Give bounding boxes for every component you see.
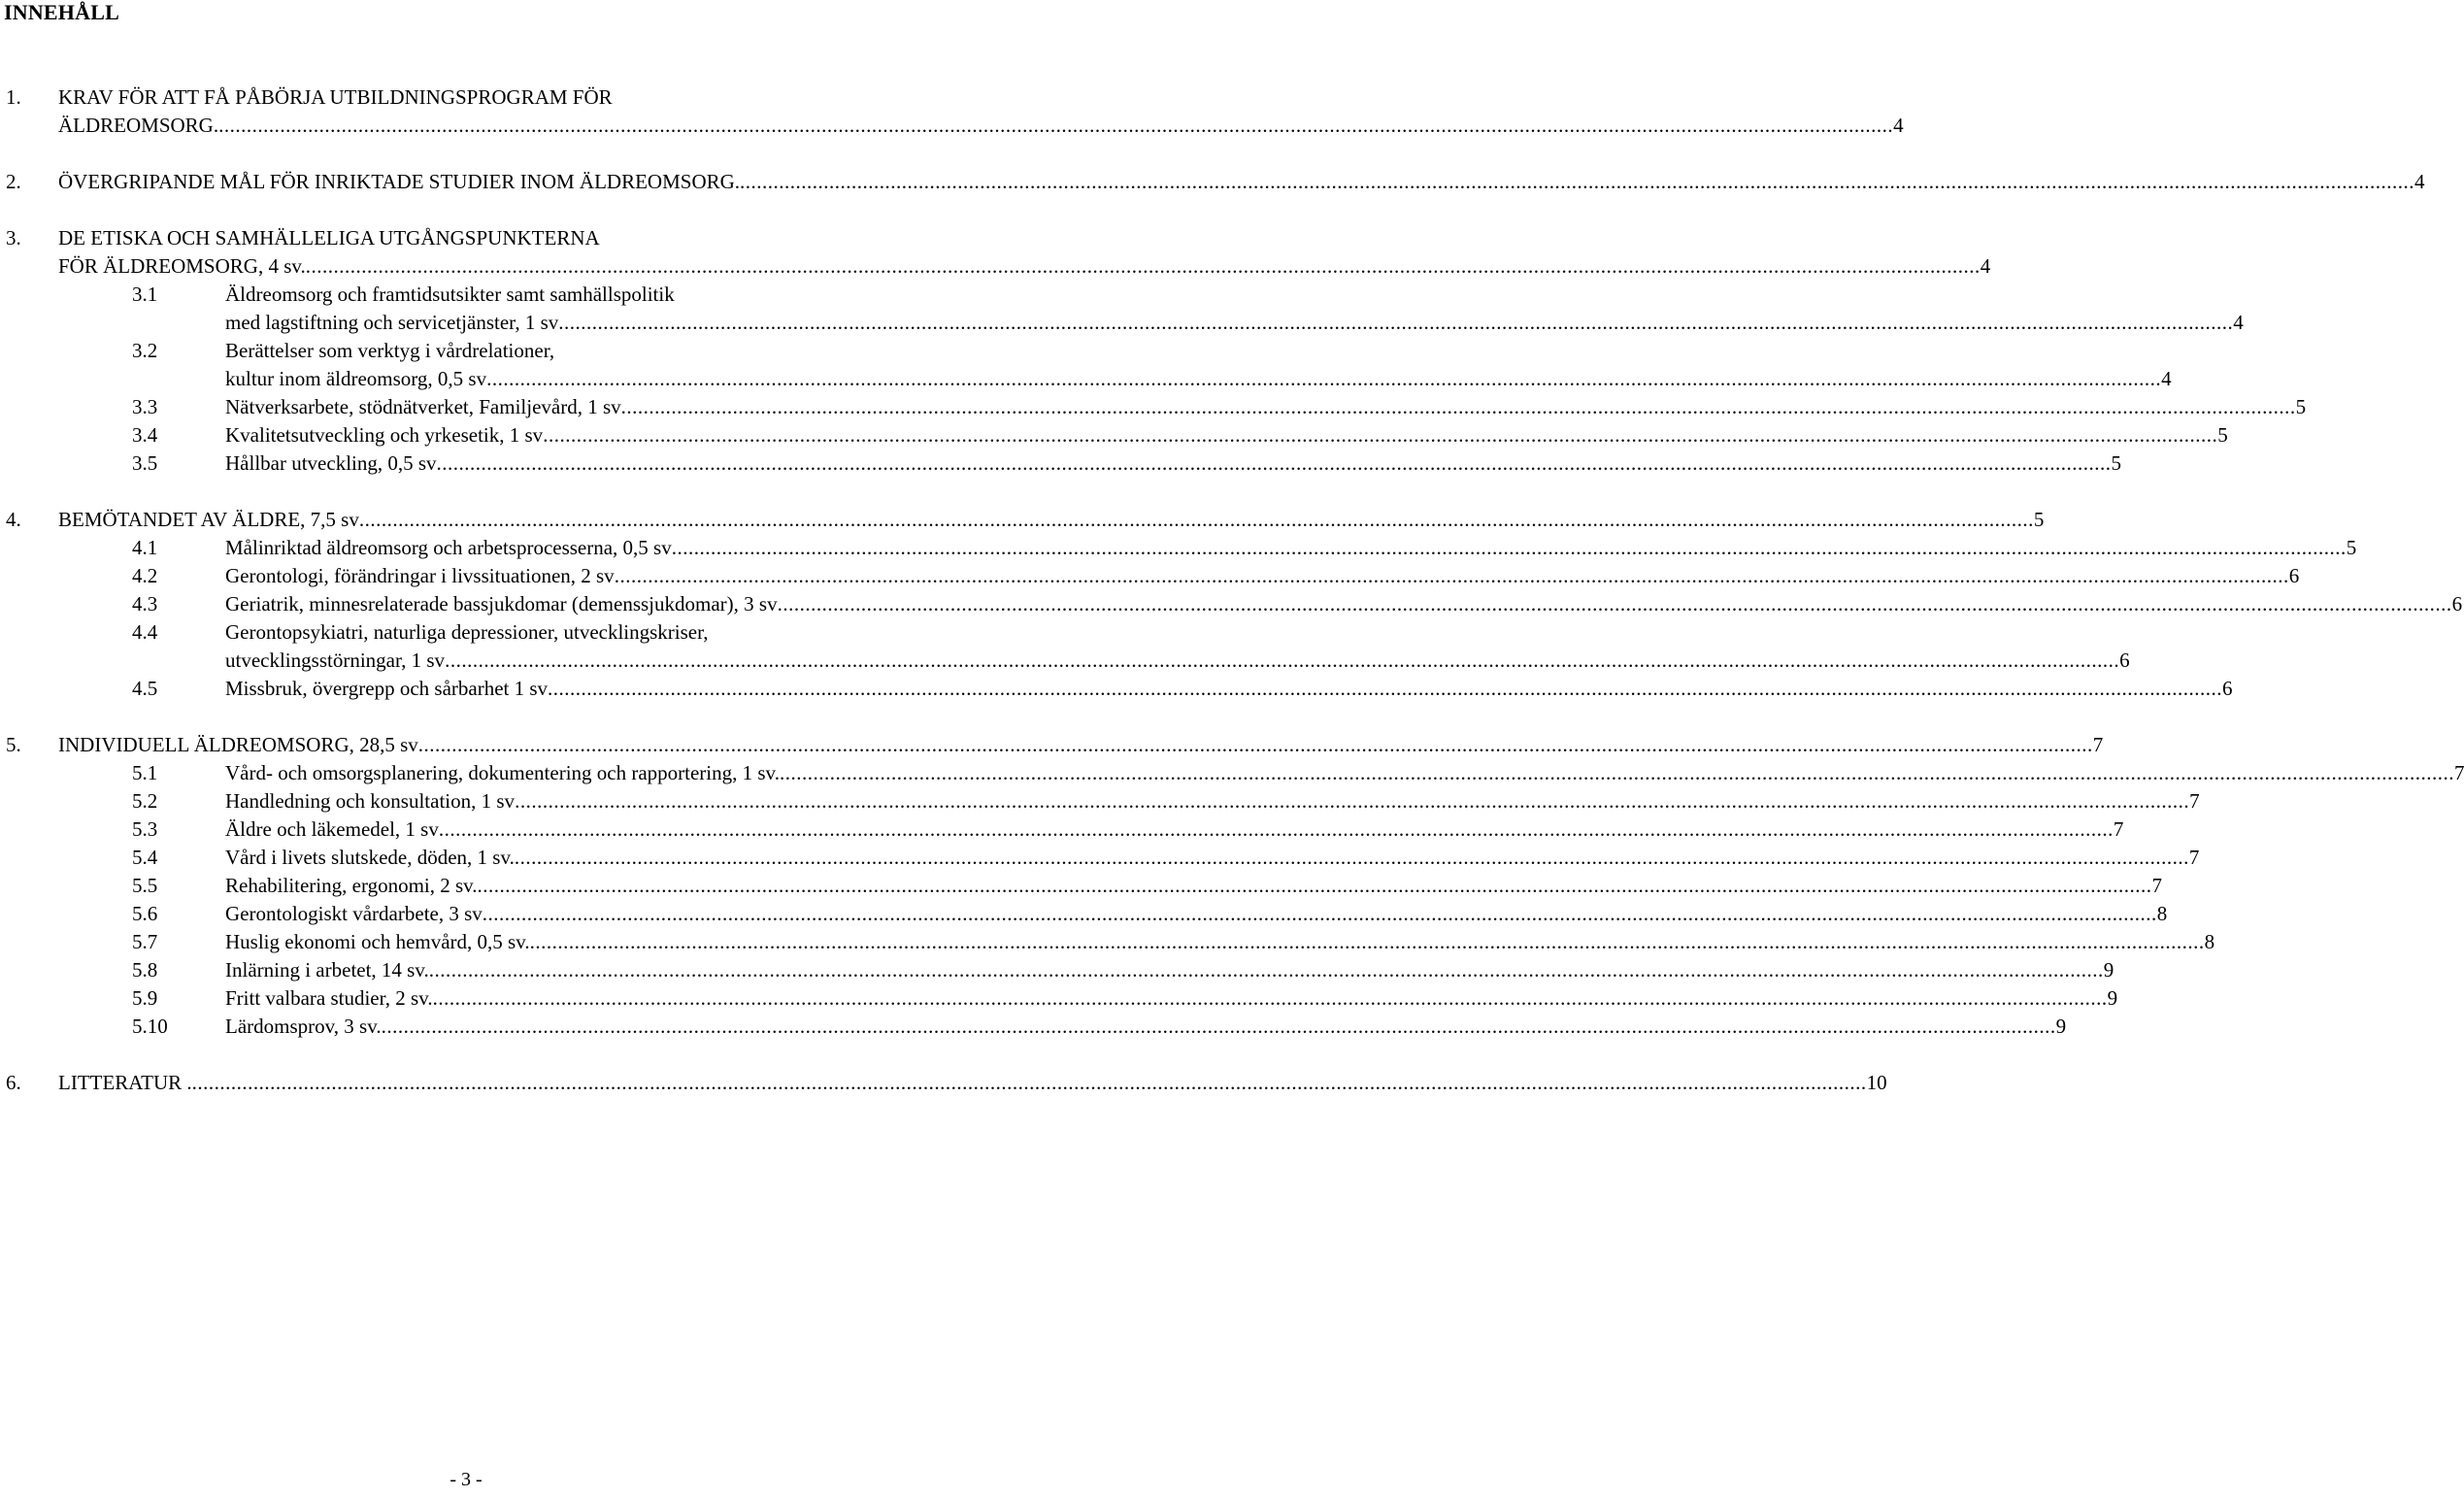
toc-entry[interactable] — [0, 759, 2464, 787]
toc-entry[interactable] — [0, 421, 2228, 449]
toc-entry-page: 6 — [2222, 677, 2233, 700]
toc-entry-page: 5 — [2295, 395, 2307, 418]
toc-entry[interactable] — [0, 309, 2244, 337]
toc-leader-dots: ............................................................................................................................................................................................................................................................................................................ — [620, 395, 2296, 418]
toc-leader-dots: ............................................................................................................................................................................................................................................................................................................ — [218, 114, 1894, 137]
toc-leader-dots: ............................................................................................................................................................................................................................................................................................................ — [436, 451, 2112, 475]
toc-leader-dots: ............................................................................................................................................................................................................................................................................................................ — [438, 817, 2114, 841]
toc-entry-number: 3. — [6, 226, 21, 250]
toc-leader-dots: ............................................................................................................................................................................................................................................................................................................ — [614, 564, 2289, 587]
toc-leader-dots: ............................................................................................................................................................................................................................................................................................................ — [417, 733, 2093, 756]
toc-entry-title: Inlärning i arbetet, 14 sv. — [225, 958, 429, 982]
toc-entry-title: Fritt valbara studier, 2 sv. — [225, 986, 433, 1010]
toc-entry-number: 5.5 — [132, 874, 158, 897]
toc-entry-page: 10 — [1866, 1071, 1887, 1094]
toc-entry-page: 9 — [2055, 1015, 2067, 1038]
page-heading: INNEHÅLL — [4, 0, 119, 24]
toc-entry-page: 4 — [2414, 170, 2425, 193]
toc-entry-number: 4.3 — [132, 592, 158, 616]
toc-entry[interactable] — [0, 534, 2357, 562]
toc-entry-title: Gerontologiskt vårdarbete, 3 sv — [225, 902, 483, 925]
toc-entry-page: 9 — [2107, 986, 2118, 1010]
toc-entry-number: 3.4 — [132, 423, 158, 447]
toc-entry-number: 5.10 — [132, 1015, 168, 1038]
toc-entry-number: 1. — [6, 85, 21, 109]
toc-entry-number: 4.1 — [132, 536, 158, 559]
toc-entry[interactable] — [0, 562, 2300, 590]
toc-entry-title: INDIVIDUELL ÄLDREOMSORG, 28,5 sv — [58, 733, 418, 756]
toc-entry[interactable] — [0, 731, 2104, 759]
toc-entry-title: Gerontologi, förändringar i livssituationen, 2 sv — [225, 564, 615, 587]
toc-entry-title: Äldre och läkemedel, 1 sv — [225, 817, 439, 841]
toc-entry-page: 6 — [2288, 564, 2300, 587]
toc-entry-page: 6 — [2119, 649, 2130, 672]
toc-entry-number: 4.5 — [132, 677, 158, 700]
toc-leader-dots: ............................................................................................................................................................................................................................................................................................................ — [779, 761, 2454, 784]
toc-entry-title: Huslig ekonomi och hemvård, 0,5 sv. — [225, 930, 530, 953]
toc-entry[interactable] — [0, 928, 2215, 956]
toc-entry-page: 5 — [2033, 508, 2045, 531]
toc-entry[interactable] — [0, 816, 2124, 844]
toc-entry-number: 6. — [6, 1071, 21, 1094]
toc-entry-number: 5.8 — [132, 958, 158, 982]
toc-entry[interactable] — [0, 787, 2200, 816]
toc-leader-dots: ............................................................................................................................................................................................................................................................................................................ — [477, 874, 2152, 897]
toc-entry-title: kultur inom äldreomsorg, 0,5 sv — [225, 367, 487, 390]
toc-entry-title: BEMÖTANDET AV ÄLDRE, 7,5 sv — [58, 508, 359, 531]
toc-leader-dots: ............................................................................................................................................................................................................................................................................................................ — [515, 789, 2190, 813]
toc-leader-dots: ............................................................................................................................................................................................................................................................................................................ — [514, 846, 2189, 869]
toc-entry-title: Hållbar utveckling, 0,5 sv — [225, 451, 437, 475]
toc-leader-dots: ............................................................................................................................................................................................................................................................................................................ — [543, 423, 2218, 447]
toc-entry-page: 7 — [2188, 846, 2200, 869]
toc-leader-dots: ............................................................................................................................................................................................................................................................................................................ — [432, 986, 2108, 1010]
toc-leader-dots: ............................................................................................................................................................................................................................................................................................................ — [305, 254, 1981, 278]
toc-entry[interactable] — [0, 337, 930, 365]
toc-entry-page: 4 — [1980, 254, 1991, 278]
toc-leader-dots: ............................................................................................................................................................................................................................................................................................................ — [548, 677, 2223, 700]
toc-entry-number: 3.1 — [132, 283, 158, 306]
toc-entry-page: 4 — [2233, 311, 2244, 334]
toc-entry[interactable] — [0, 647, 2130, 675]
toc-entry-page: 5 — [2111, 451, 2122, 475]
toc-entry[interactable] — [0, 252, 1991, 281]
toc-entry[interactable] — [0, 506, 2045, 534]
toc-entry-number: 5.4 — [132, 846, 158, 869]
toc-entry-title: Äldreomsorg och framtidsutsikter samt samhällspolitik — [225, 283, 675, 306]
toc-entry-number: 4. — [6, 508, 21, 531]
toc-leader-dots: ............................................................................................................................................................................................................................................................................................................ — [445, 649, 2120, 672]
toc-entry[interactable] — [0, 1013, 2067, 1041]
toc-leader-dots: ............................................................................................................................................................................................................................................................................................................ — [381, 1015, 2056, 1038]
toc-entry[interactable] — [0, 168, 2425, 196]
toc-leader-dots: ............................................................................................................................................................................................................................................................................................................ — [358, 508, 2034, 531]
toc-entry[interactable] — [0, 900, 2168, 928]
toc-entry-title: Berättelser som verktyg i vårdrelationer, — [225, 339, 555, 362]
toc-leader-dots: ............................................................................................................................................................................................................................................................................................................ — [740, 170, 2415, 193]
toc-entry[interactable] — [0, 675, 2233, 703]
toc-entry-page: 7 — [2092, 733, 2104, 756]
toc-entry-number: 5. — [6, 733, 21, 756]
toc-leader-dots: ............................................................................................................................................................................................................................................................................................................ — [529, 930, 2205, 953]
toc-leader-dots: ............................................................................................................................................................................................................................................................................................................ — [482, 902, 2157, 925]
toc-entry[interactable] — [0, 112, 1904, 140]
toc-entry[interactable] — [0, 984, 2118, 1013]
toc-entry-page: 4 — [1893, 114, 1904, 137]
toc-entry-title: ÄLDREOMSORG. — [58, 114, 219, 137]
toc-entry-title: ÖVERGRIPANDE MÅL FÖR INRIKTADE STUDIER INOM ÄLDREOMSORG. — [58, 170, 741, 193]
toc-entry-page: 8 — [2156, 902, 2168, 925]
toc-entry-title: Handledning och konsultation, 1 sv — [225, 789, 516, 813]
toc-leader-dots: ............................................................................................................................................................................................................................................................................................................ — [777, 592, 2452, 616]
toc-entry-number: 5.2 — [132, 789, 158, 813]
toc-entry[interactable] — [0, 872, 2163, 900]
toc-leader-dots: ............................................................................................................................................................................................................................................................................................................ — [428, 958, 2104, 982]
toc-leader-dots: ............................................................................................................................................................................................................................................................................................................ — [191, 1071, 1867, 1094]
toc-entry-number: 3.5 — [132, 451, 158, 475]
toc-entry-title: Kvalitetsutveckling och yrkesetik, 1 sv — [225, 423, 544, 447]
toc-entry-page: 6 — [2451, 592, 2463, 616]
toc-entry-number: 5.7 — [132, 930, 158, 953]
toc-entry-title: Målinriktad äldreomsorg och arbetsprocesserna, 0,5 sv — [225, 536, 672, 559]
toc-entry-title: KRAV FÖR ATT FÅ PÅBÖRJA UTBILDNINGSPROGRAM FÖR — [58, 85, 613, 109]
toc-entry[interactable] — [0, 449, 2122, 478]
toc-entry-title: Vård- och omsorgsplanering, dokumentering och rapportering, 1 sv. — [225, 761, 780, 784]
toc-entry[interactable] — [0, 618, 930, 647]
toc-entry-number: 3.3 — [132, 395, 158, 418]
toc-entry-page: 7 — [2453, 761, 2464, 784]
toc-entry-title: Nätverksarbete, stödnätverket, Familjevård, 1 sv — [225, 395, 621, 418]
toc-entry-page: 7 — [2113, 817, 2124, 841]
toc-entry-title: DE ETISKA OCH SAMHÄLLELIGA UTGÅNGSPUNKTERNA — [58, 226, 600, 250]
toc-entry-title: Gerontopsykiatri, naturliga depressioner, utvecklingskriser, — [225, 620, 709, 644]
toc-entry[interactable] — [0, 1069, 1887, 1097]
toc-entry-page: 8 — [2204, 930, 2215, 953]
toc-entry-number: 3.2 — [132, 339, 158, 362]
toc-entry-title: Geriatrik, minnesrelaterade bassjukdomar (demenssjukdomar), 3 sv — [225, 592, 778, 616]
toc-entry[interactable] — [0, 956, 2114, 984]
toc-entry-title: Lärdomsprov, 3 sv. — [225, 1015, 382, 1038]
toc-leader-dots: ............................................................................................................................................................................................................................................................................................................ — [486, 367, 2162, 390]
toc-entry-number: 4.4 — [132, 620, 158, 644]
toc-entry-title: Vård i livets slutskede, döden, 1 sv. — [225, 846, 515, 869]
toc-entry-title: LITTERATUR . — [58, 1071, 192, 1094]
toc-entry-page: 7 — [2189, 789, 2200, 813]
toc-entry-page: 9 — [2103, 958, 2114, 982]
toc-entry-number: 4.2 — [132, 564, 158, 587]
toc-entry[interactable] — [0, 281, 930, 309]
toc-entry[interactable] — [0, 393, 2307, 421]
toc-entry[interactable] — [0, 224, 930, 252]
toc-leader-dots: ............................................................................................................................................................................................................................................................................................................ — [671, 536, 2347, 559]
toc-leader-dots: ............................................................................................................................................................................................................................................................................................................ — [558, 311, 2234, 334]
toc-entry[interactable] — [0, 365, 2172, 393]
toc-entry-title: Rehabilitering, ergonomi, 2 sv. — [225, 874, 478, 897]
toc-entry-page: 5 — [2217, 423, 2228, 447]
toc-entry-number: 5.6 — [132, 902, 158, 925]
toc-entry-number: 5.1 — [132, 761, 158, 784]
page-number: - 3 - — [450, 1469, 483, 1490]
toc-entry-number: 5.3 — [132, 817, 158, 841]
toc-entry-page: 5 — [2346, 536, 2357, 559]
toc-entry[interactable] — [0, 844, 2200, 872]
toc-entry-number: 5.9 — [132, 986, 158, 1010]
toc-entry-page: 7 — [2151, 874, 2163, 897]
toc-entry-page: 4 — [2161, 367, 2172, 390]
toc-entry[interactable] — [0, 83, 930, 112]
toc-entry-title: utvecklingsstörningar, 1 sv — [225, 649, 446, 672]
toc-entry-title: FÖR ÄLDREOMSORG, 4 sv. — [58, 254, 306, 278]
toc-entry[interactable] — [0, 590, 2463, 618]
toc-entry-number: 2. — [6, 170, 21, 193]
toc-entry-title: med lagstiftning och servicetjänster, 1 sv — [225, 311, 559, 334]
toc-entry-title: Missbruk, övergrepp och sårbarhet 1 sv — [225, 677, 549, 700]
